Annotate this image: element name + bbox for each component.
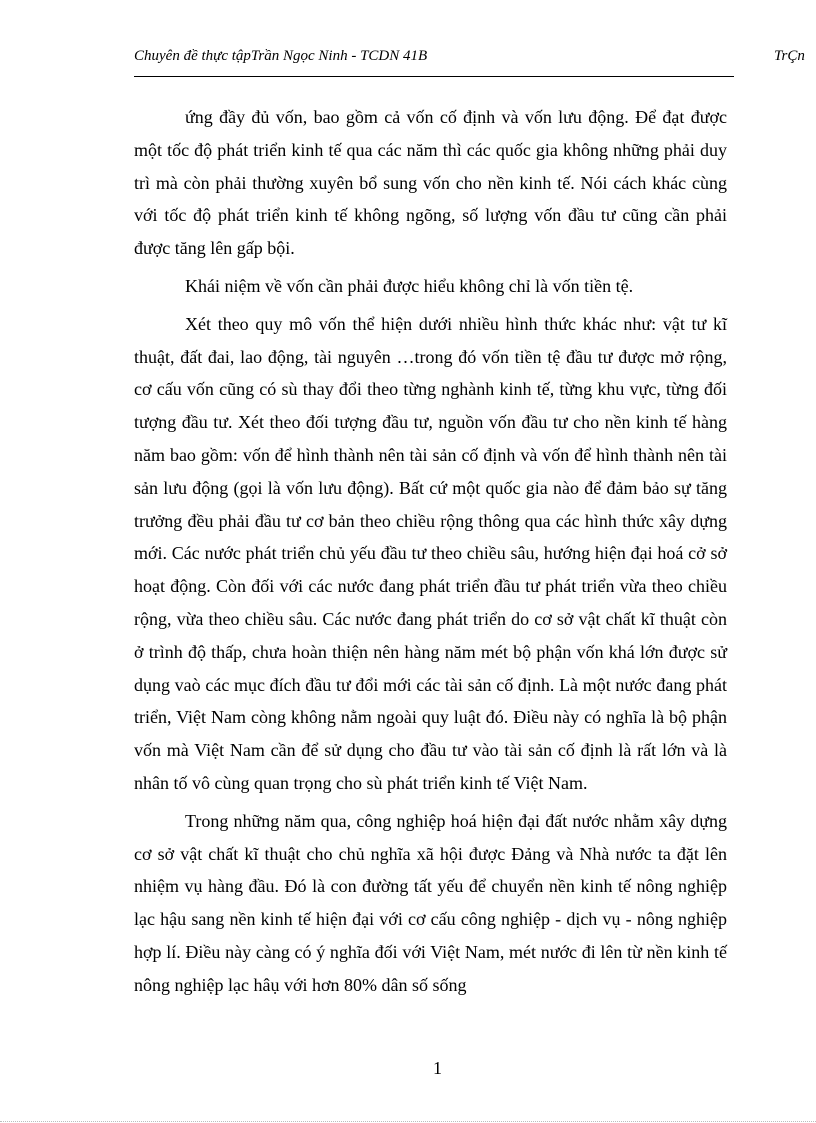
page-header [134, 48, 814, 70]
paragraph-2: Khái niệm về vốn cần phải được hiểu không chỉ là vốn tiền tệ. [185, 275, 634, 296]
paragraph-1: ứng đầy đủ vốn, bao gồm cả vốn cố định và vốn lưu động. Để đạt được một tốc độ phát triển kinh tế qua các năm thì các quốc gia không những phải duy trì mà còn phải thường xuyên bổ sung vốn cho nền kinh tế. Nói cách khác cùng với tốc độ phát triển kinh tế không ngõng, số lượng vốn đầu tư cũng cần phải được tăng lên gấp bội. [134, 107, 727, 259]
header-title: Chuyên đề thực tậpTrần Ngọc Ninh - TCDN 41B [134, 48, 428, 64]
paragraph-4: Trong những năm qua, công nghiệp hoá hiện đại đất nước nhằm xây dựng cơ sở vật chất kĩ thuật cho chủ nghĩa xã hội được Đảng và Nhà nước ta đặt lên nhiệm vụ hàng đầu. Đó là con đường tất yếu để chuyển nền kinh tế nông nghiệp lạc hậu sang nền kinh tế hiện đại với cơ cấu công nghiệp - dịch vụ - nông nghiệp hợp lí. Điều này càng có ý nghĩa đối với Việt Nam, mét nước đi lên từ nền kinh tế nông nghiệp lạc hâụ với hơn 80% dân số sống [134, 810, 727, 995]
body-text [134, 101, 727, 1007]
header-author-fragment: TrÇn [774, 48, 805, 64]
paragraph-3: Xét theo quy mô vốn thể hiện dưới nhiều hình thức khác như: vật tư kĩ thuật, đất đai, lao động, tài nguyên …trong đó vốn tiền tệ đầu tư được mở rộng, cơ cấu vốn cũng có sù thay đổi theo từng nghành kinh tế, từng khu vực, từng đối tượng đầu tư. Xét theo đối tượng đầu tư, nguồn vốn đầu tư cho nền kinh tế hàng năm bao gồm: vốn để hình thành nên tài sản cố định và vốn để hình thành nên tài sản lưu động (gọi là vốn lưu động). Bất cứ một quốc gia nào để đảm bảo sự tăng trưởng đều phải đầu tư cơ bản theo chiều rộng thông qua các hình thức xây dựng mới. Các nước phát triển chủ yếu đầu tư theo chiều sâu, hướng hiện đại hoá cở sở hoạt động. Còn đối với các nước đang phát triển đầu tư phát triển vừa theo chiều rộng, vừa theo chiều sâu. Các nước đang phát triển do cơ sở vật chất kĩ thuật còn ở trình độ thấp, chưa hoàn thiện nên hàng năm mét bộ phận vốn khá lớn được sử dụng vaò các mục đích đầu tư đổi mới các tài sản cố định. Là một nước đang phát triển, Việt Nam còng không nằm ngoài quy luật đó. Điều này có nghĩa là bộ phận vốn mà Việt Nam cần để sử dụng cho đầu tư vào tài sản cố định là rất lớn và là nhân tố vô cùng quan trọng cho sù phát triển kinh tế Việt Nam. [134, 313, 727, 793]
page-bottom-divider [0, 1121, 816, 1122]
header-divider [134, 76, 734, 77]
page-number: 1 [433, 1058, 442, 1078]
